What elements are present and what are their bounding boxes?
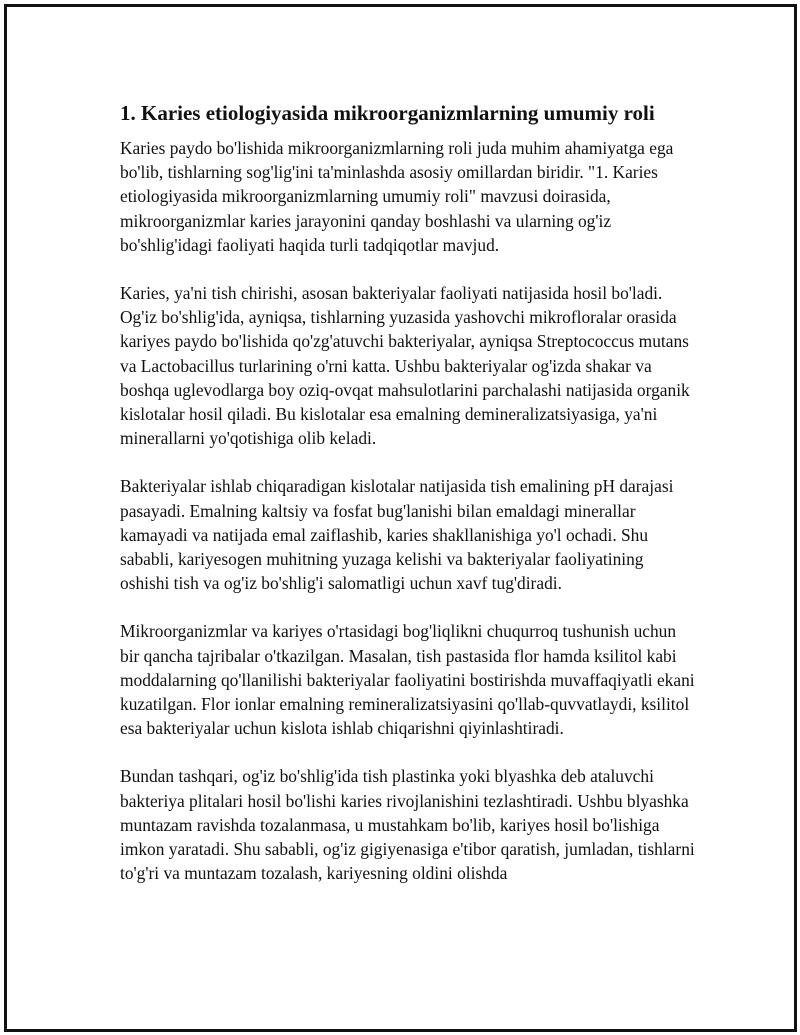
paragraph-1: Karies paydo bo'lishida mikroorganizmlarning roli juda muhim ahamiyatga ega bo'lib, tishlarning sog'lig'ini ta'minlashda asosiy omillardan biridir. "1. Karies etiologiyasida mikroorganizmlarning umumiy roli" mavzusi doirasida, mikroorganizmlar karies jarayonini qanday boshlashi va ularning og'iz bo'shlig'idagi faoliyati haqida turli tadqiqotlar mavjud. [120, 138, 674, 255]
paragraph-5: Bundan tashqari, og'iz bo'shlig'ida tish plastinka yoki blyashka deb ataluvchi bakteriya plitalari hosil bo'lishi karies rivojlanishini tezlashtiradi. Ushbu blyashka muntazam ravishda tozalanmasa, u mustahkam bo'lib, kariyes hosil bo'lishiga imkon yaratadi. Shu sababli, og'iz gigiyenasiga e'tibor qaratish, jumladan, tishlarni to'g'ri va muntazam tozalash, kariyesning oldini olishda [120, 766, 695, 884]
paragraph-3: Bakteriyalar ishlab chiqaradigan kislotalar natijasida tish emalining pH darajasi pasayadi. Emalning kaltsiy va fosfat bug'lanishi bilan emaldagi minerallar kamayadi va natijada emal zaiflashib, karies shakllanishiga yo'l ochadi. Shu sababli, kariyesogen muhitning yuzaga kelishi va bakteriyalar faoliyatining oshishi tish va og'iz bo'shlig'i salomatligi uchun xavf tug'diradi. [120, 476, 674, 594]
paragraph-2: Karies, ya'ni tish chirishi, asosan bakteriyalar faoliyati natijasida hosil bo'ladi. Og'iz bo'shlig'ida, ayniqsa, tishlarning yuzasida yashovchi mikrofloralar orasida kariyes paydo bo'lishida qo'zg'atuvchi bakteriyalar, ayniqsa Streptococcus mutans va Lactobacillus turlarining o'rni katta. Ushbu bakteriyalar og'izda shakar va boshqa uglevodlarga boy oziq-ovqat mahsulotlarini parchalashi natijasida organik kislotalar hosil qiladi. Bu kislotalar esa emalning demineralizatsiyasiga, ya'ni minerallarni yo'qotishiga olib keladi. [120, 283, 690, 449]
page-content [120, 100, 695, 909]
document-page [4, 4, 797, 1032]
section-heading: 1. Karies etiologiyasida mikroorganizmlarning umumiy roli [120, 101, 655, 125]
paragraph-4: Mikroorganizmlar va kariyes o'rtasidagi bog'liqlikni chuqurroq tushunish uchun bir qancha tajribalar o'tkazilgan. Masalan, tish pastasida flor hamda ksilitol kabi moddalarning qo'llanilishi bakteriyalar faoliyatini bostirishda muvaffaqiyatli ekani kuzatilgan. Flor ionlar emalning remineralizatsiyasini qo'llab-quvvatlaydi, ksilitol esa bakteriyalar uchun kislota ishlab chiqarishni qiyinlashtiradi. [120, 621, 695, 739]
